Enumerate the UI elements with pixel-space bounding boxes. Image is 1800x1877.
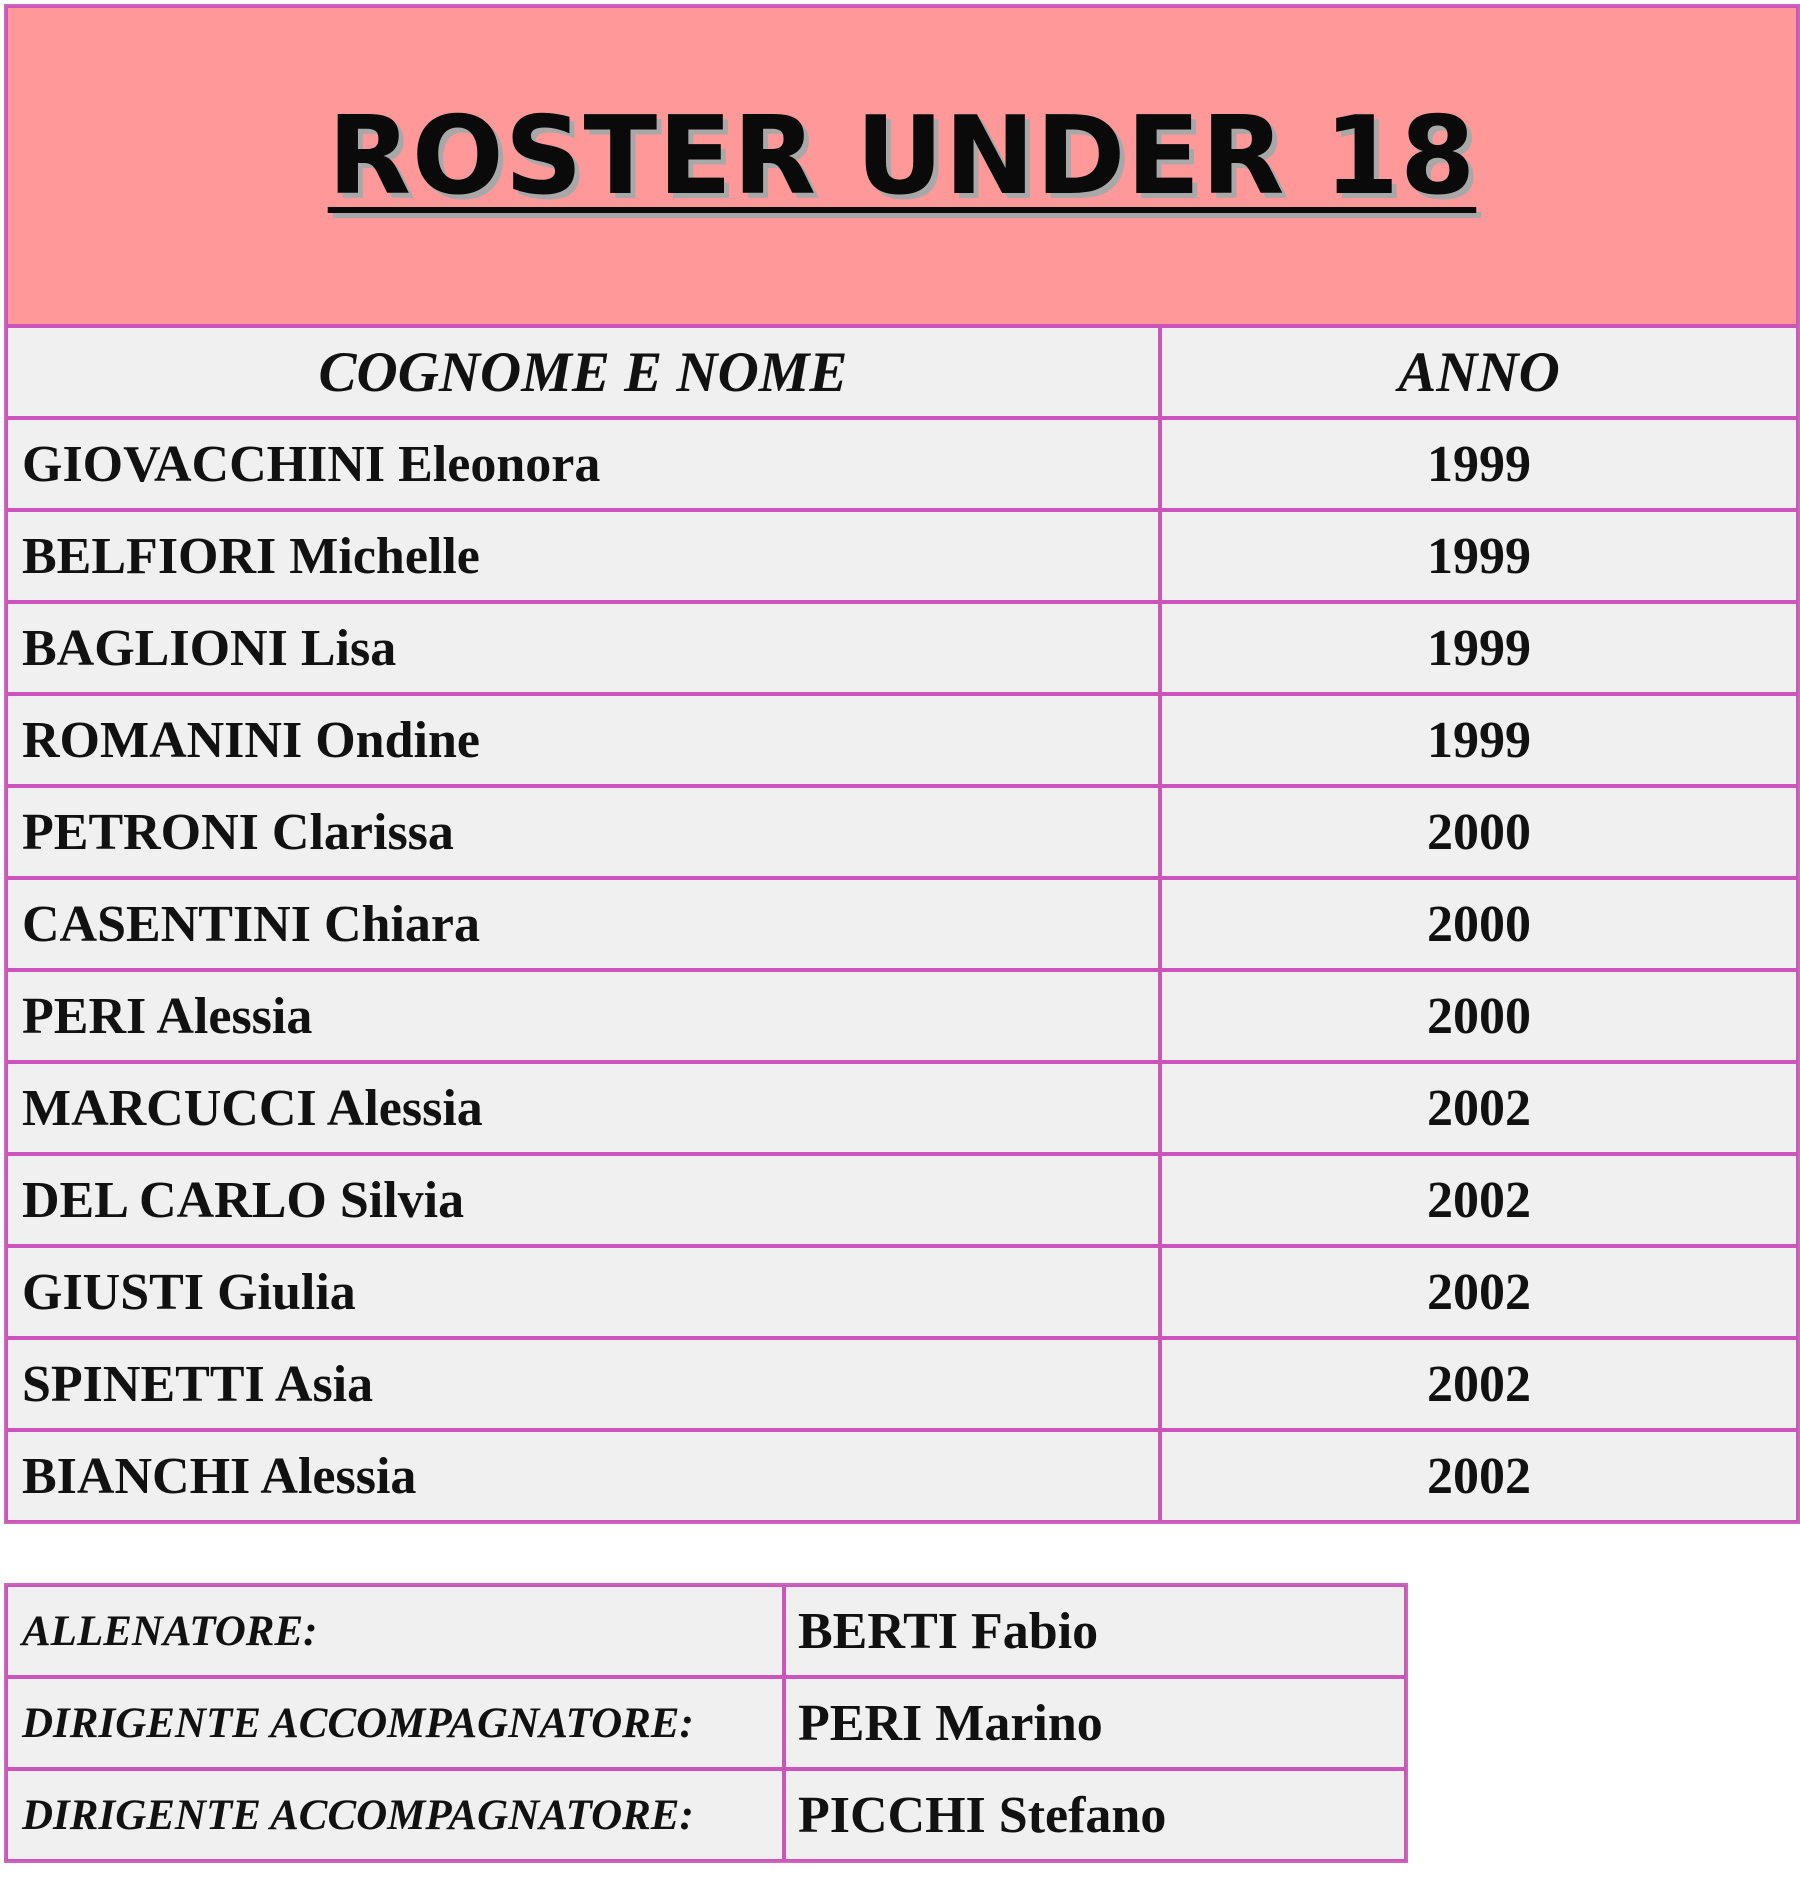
player-name: CASENTINI Chiara [6,878,1160,970]
staff-table [4,1583,1408,1863]
roster-table [4,4,1800,1524]
staff-person: PERI Marino [784,1677,1406,1769]
player-name: PETRONI Clarissa [6,786,1160,878]
table-row [6,786,1798,878]
player-name: BAGLIONI Lisa [6,602,1160,694]
player-year: 1999 [1160,510,1798,602]
staff-role: DIRIGENTE ACCOMPAGNATORE: [6,1677,784,1769]
player-name: BIANCHI Alessia [6,1430,1160,1522]
player-year: 2000 [1160,878,1798,970]
staff-role: ALLENATORE: [6,1585,784,1677]
player-name: BELFIORI Michelle [6,510,1160,602]
player-year: 2002 [1160,1062,1798,1154]
player-year: 2000 [1160,970,1798,1062]
table-row [6,878,1798,970]
player-year: 2000 [1160,786,1798,878]
player-name: PERI Alessia [6,970,1160,1062]
player-name: SPINETTI Asia [6,1338,1160,1430]
staff-person: BERTI Fabio [784,1585,1406,1677]
page-title: ROSTER UNDER 18 [327,93,1477,219]
player-year: 1999 [1160,602,1798,694]
player-year: 2002 [1160,1154,1798,1246]
table-row [6,1246,1798,1338]
table-row [6,602,1798,694]
player-year: 2002 [1160,1338,1798,1430]
title-cell [6,6,1798,326]
table-row [6,1062,1798,1154]
staff-row [6,1585,1406,1677]
player-year: 2002 [1160,1246,1798,1338]
staff-row [6,1677,1406,1769]
title-row [6,6,1798,326]
staff-row [6,1769,1406,1861]
table-row [6,1430,1798,1522]
player-name: ROMANINI Ondine [6,694,1160,786]
table-row [6,1154,1798,1246]
table-row [6,510,1798,602]
player-name: MARCUCCI Alessia [6,1062,1160,1154]
column-header-name: COGNOME E NOME [6,326,1160,418]
staff-role: DIRIGENTE ACCOMPAGNATORE: [6,1769,784,1861]
staff-person: PICCHI Stefano [784,1769,1406,1861]
player-year: 2002 [1160,1430,1798,1522]
player-name: GIUSTI Giulia [6,1246,1160,1338]
player-name: GIOVACCHINI Eleonora [6,418,1160,510]
header-row [6,326,1798,418]
column-header-year: ANNO [1160,326,1798,418]
player-year: 1999 [1160,694,1798,786]
player-name: DEL CARLO Silvia [6,1154,1160,1246]
table-row [6,694,1798,786]
table-row [6,1338,1798,1430]
table-row [6,970,1798,1062]
player-year: 1999 [1160,418,1798,510]
table-row [6,418,1798,510]
